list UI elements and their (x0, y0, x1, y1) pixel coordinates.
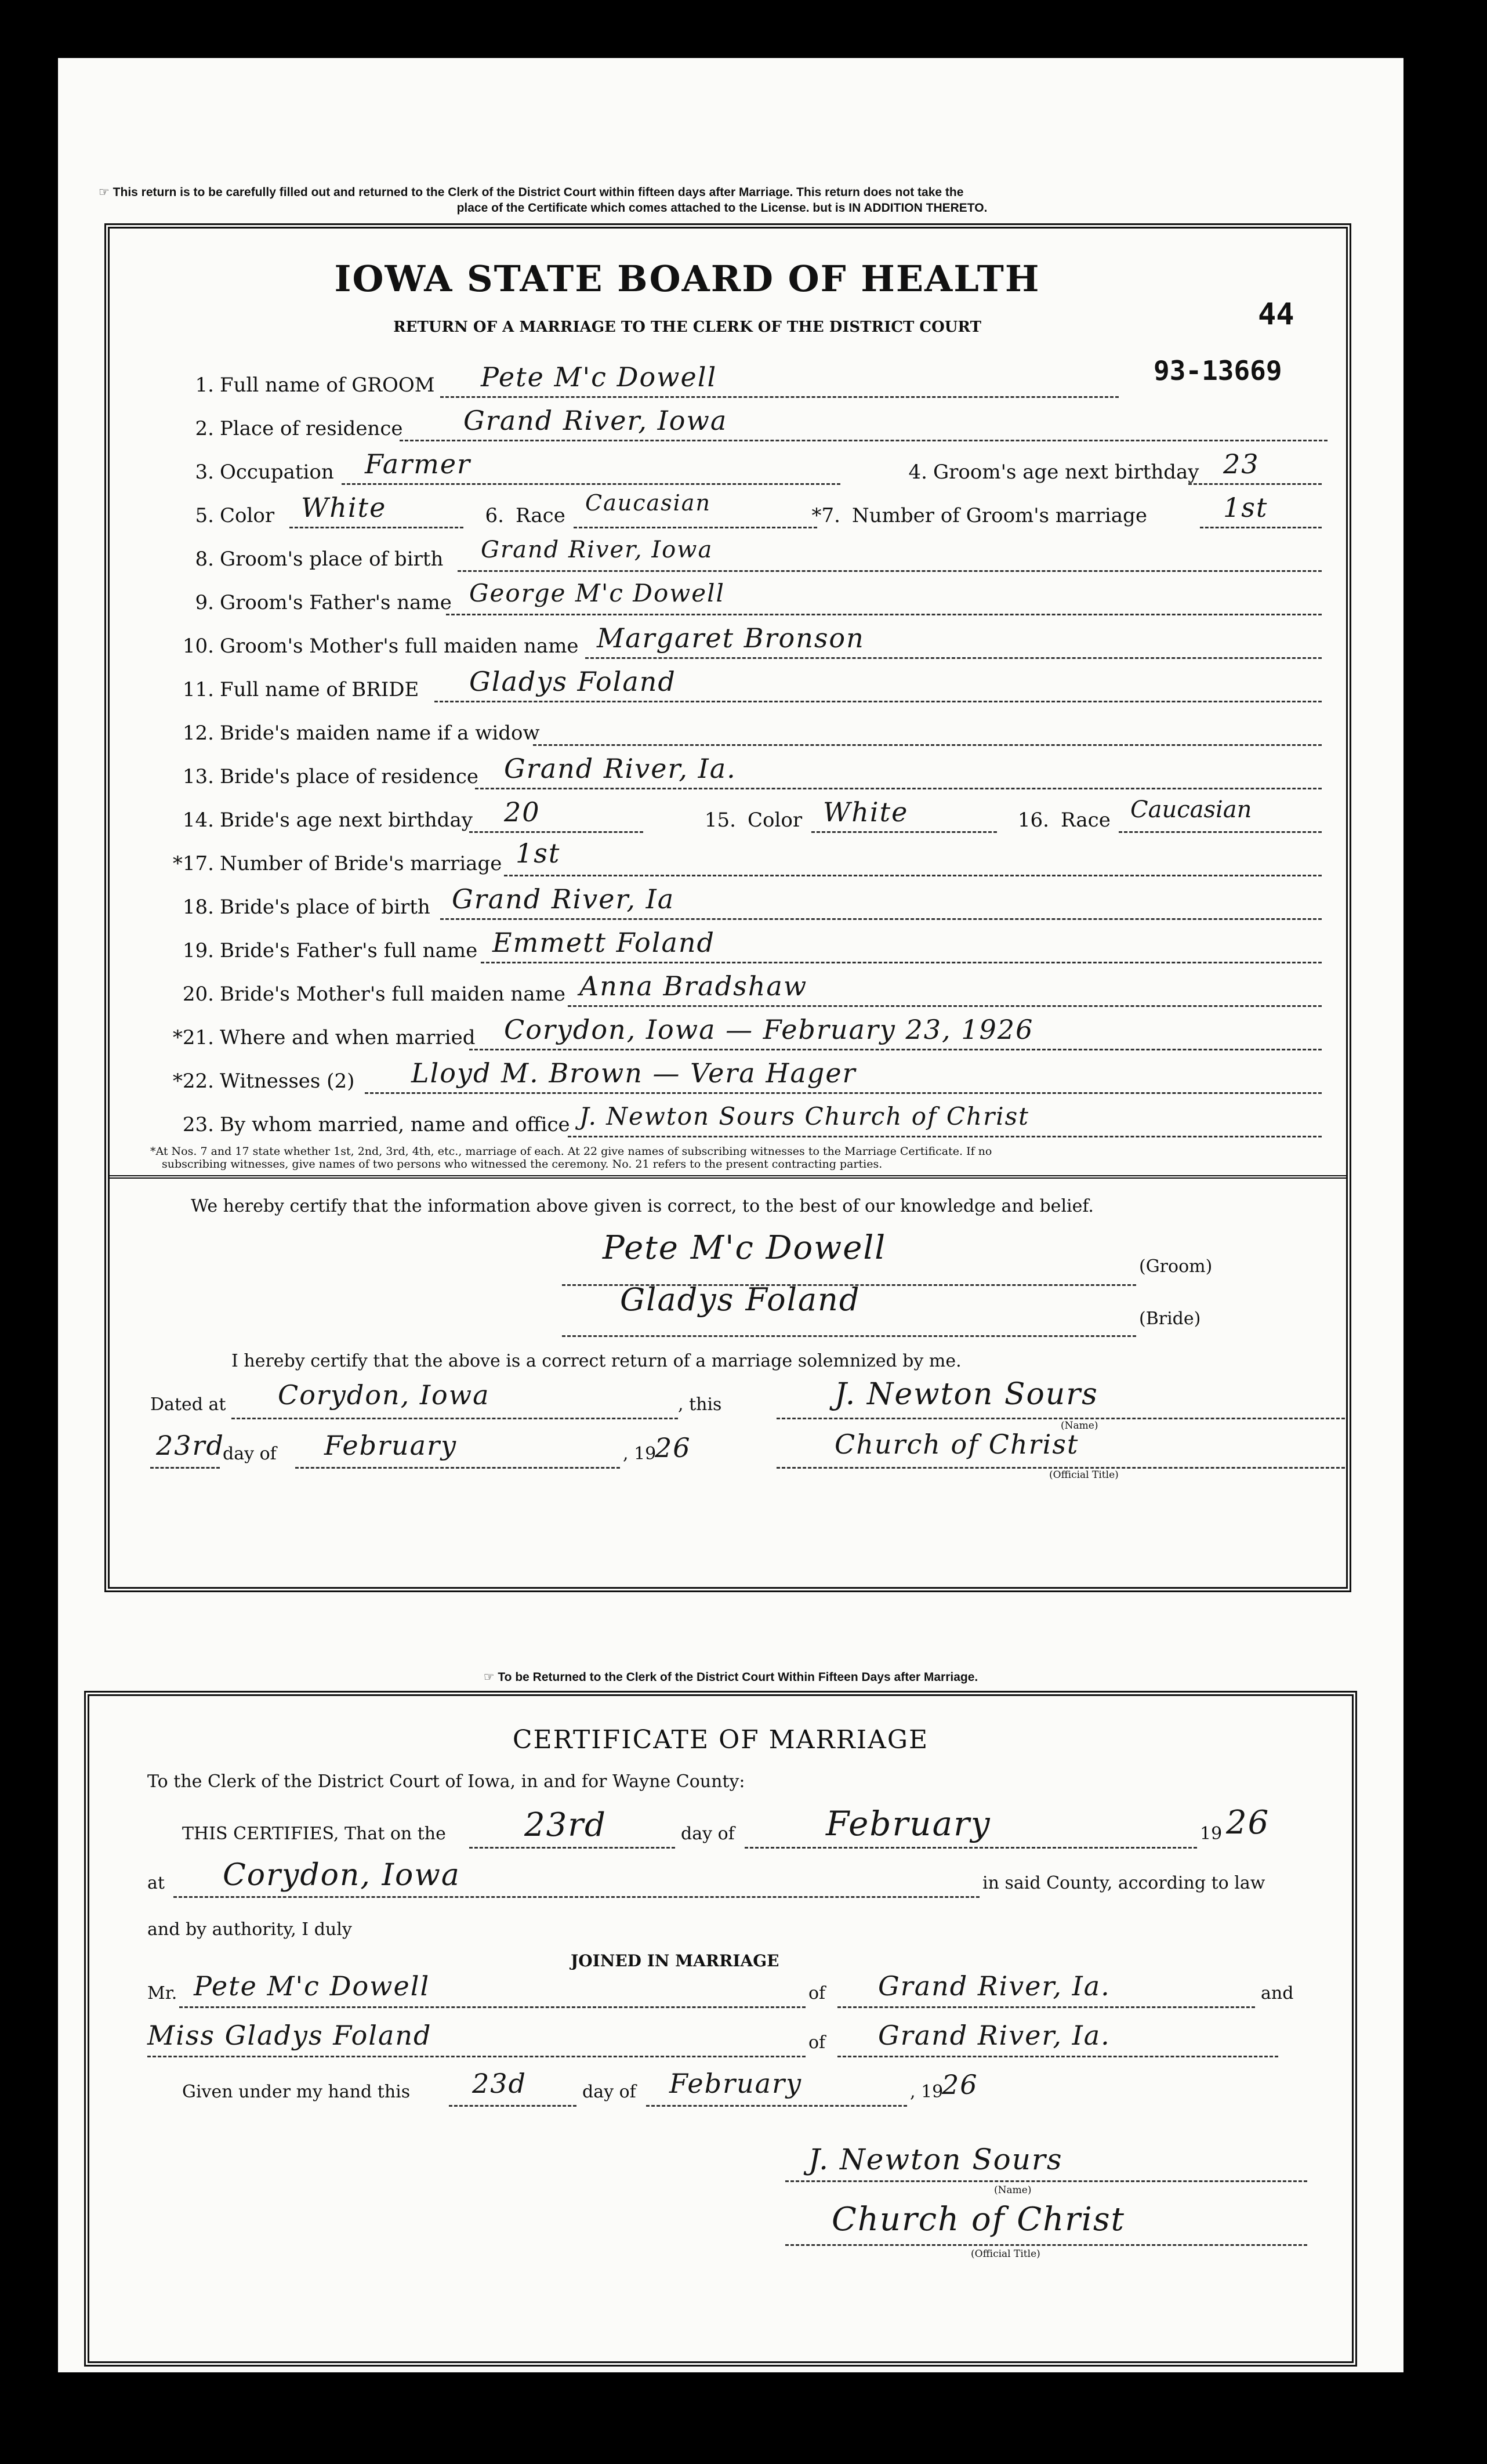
bride-age-label: Bride's age next birthday (220, 809, 473, 832)
at-row (147, 1858, 1307, 1902)
officiant-name-value: J. Newton Sours (835, 1377, 1098, 1412)
bride-caption: (Bride) (1139, 1309, 1201, 1329)
pointing-hand-icon: ☞ (99, 186, 110, 199)
bride-birthplace-label: Bride's place of birth (220, 896, 430, 919)
field-number: 11. (182, 678, 214, 701)
officiant-value: J. Newton Sours Church of Christ (579, 1102, 1030, 1130)
page-mark: 44 (1258, 297, 1294, 332)
mr-row (147, 1970, 1307, 2012)
groom-residence-value: Grand River, Iowa (463, 405, 728, 436)
dated-at-label: Dated at (150, 1394, 226, 1415)
witnesses-label: Witnesses (2) (220, 1070, 355, 1093)
day-of-label: day of (223, 1444, 277, 1464)
field-number: 4. (908, 461, 927, 484)
joined-in-marriage-heading: JOINED IN MARRIAGE (571, 1951, 779, 1970)
dated-year-value: 26 (655, 1432, 691, 1463)
to-clerk-line: To the Clerk of the District Court of Iowa, in and for Wayne County: (147, 1771, 745, 1792)
bride-color-label: Color (748, 809, 803, 832)
given-year-prefix: , 19 (910, 2082, 944, 2102)
field-row-14 (110, 796, 1345, 835)
dated-day-value: 23rd (156, 1430, 224, 1461)
field-row-20 (110, 970, 1345, 1009)
official-title-caption: (Official Title) (1049, 1469, 1119, 1481)
groom-race-label: Race (516, 504, 565, 527)
bride-signature: Gladys Foland (620, 1281, 861, 1318)
and-label: and (1261, 1983, 1294, 2003)
field-number: 5. (195, 504, 214, 527)
pointing-hand-icon: ☞ (483, 1671, 495, 1684)
bride-residence-value: Grand River, Ia. (504, 753, 737, 784)
miss-of-label: of (808, 2032, 826, 2053)
officiant-certify-text: I hereby certify that the above is a correct return of a marriage solemnized by me. (231, 1351, 962, 1371)
groom-marriage-number-label: Number of Groom's marriage (852, 504, 1147, 527)
bride-widow-name-line (533, 721, 1322, 746)
bride-father-value: Emmett Foland (492, 927, 715, 958)
cert-officiant-name-value: J. Newton Sours (808, 2143, 1063, 2176)
given-year-value: 26 (942, 2069, 978, 2100)
officiant-label: By whom married, name and office (220, 1113, 570, 1136)
groom-color-label: Color (220, 504, 275, 527)
miss-row (147, 2020, 1307, 2061)
field-row-23 (110, 1102, 1345, 1139)
field-row-8 (110, 537, 1345, 574)
miss-residence-value: Grand River, Ia. (878, 2020, 1111, 2051)
field-row-13 (110, 753, 1345, 791)
certifies-row (147, 1804, 1307, 1853)
groom-name-label: Full name of GROOM (220, 374, 435, 397)
dated-at-row (150, 1377, 1316, 1432)
bride-age-value: 20 (504, 796, 541, 828)
dated-day-row (150, 1429, 1316, 1481)
cert-year-value: 26 (1226, 1804, 1270, 1842)
bride-name-value: Gladys Foland (469, 666, 676, 697)
year-prefix: , 19 (623, 1444, 657, 1464)
groom-age-label: Groom's age next birthday (933, 461, 1199, 484)
field-number: 3. (195, 461, 214, 484)
field-row-21 (110, 1014, 1345, 1052)
bride-color-value: White (823, 796, 909, 828)
where-when-married-label: Where and when married (220, 1026, 476, 1049)
given-month-value: February (669, 2068, 803, 2099)
cert-month-value: February (826, 1804, 991, 1843)
middle-notice (58, 1669, 1403, 1685)
register-number: 93-13669 (1154, 355, 1282, 386)
mr-name-value: Pete M'c Dowell (194, 1970, 430, 2002)
top-notice-line1: This return is to be carefully filled out and returned to the Clerk of the District Court within fifteen days after Marriage. This return does not take the (113, 186, 964, 199)
footnote-line2: subscribing witnesses, give names of two persons who witnessed the ceremony. No. 21 refers to the present contracting parties. (162, 1158, 883, 1171)
top-notice-line2: place of the Certificate which comes attached to the License. but is IN ADDITION THERETO. (456, 201, 988, 215)
cert-day-of-label: day of (681, 1824, 735, 1844)
groom-caption: (Groom) (1139, 1256, 1213, 1277)
cert-official-title-caption: (Official Title) (971, 2248, 1040, 2260)
certifies-label: THIS CERTIFIES, That on the (182, 1824, 446, 1844)
groom-signature: Pete M'c Dowell (603, 1229, 887, 1267)
bride-marriage-number-label: Number of Bride's marriage (220, 852, 502, 875)
field-number: 18. (182, 896, 214, 919)
given-row (147, 2068, 1307, 2111)
given-label: Given under my hand this (182, 2082, 411, 2102)
cert-day-value: 23rd (524, 1806, 607, 1844)
bride-race-value: Caucasian (1130, 796, 1252, 823)
field-number: 15. (704, 809, 736, 832)
middle-notice-text: To be Returned to the Clerk of the District Court Within Fifteen Days after Marriage. (498, 1671, 978, 1684)
bride-residence-label: Bride's place of residence (220, 765, 478, 788)
footnote-line1: *At Nos. 7 and 17 state whether 1st, 2nd, 3rd, 4th, etc., marriage of each. At 22 give names of subscribing witnesses to the Marriage Certificate. If no (150, 1145, 992, 1158)
cert-official-title-value: Church of Christ (832, 2201, 1126, 2238)
occupation-value: Farmer (365, 448, 472, 480)
cert-name-caption: (Name) (994, 2184, 1032, 2196)
field-row-12 (110, 719, 1345, 748)
bride-mother-value: Anna Bradshaw (579, 970, 808, 1002)
field-row-19 (110, 927, 1345, 965)
in-county-label: in said County, according to law (982, 1873, 1265, 1893)
cert-place-value: Corydon, Iowa (223, 1858, 460, 1893)
groom-mother-label: Groom's Mother's full maiden name (220, 635, 579, 658)
field-number: *17. (172, 852, 214, 875)
document-page (58, 58, 1403, 2372)
field-row-5 (110, 490, 1345, 530)
field-row-9 (110, 579, 1345, 617)
field-row-2 (110, 405, 1345, 443)
bride-marriage-number-line (504, 851, 1322, 876)
groom-residence-label: Place of residence (220, 417, 403, 440)
field-row-10 (110, 622, 1345, 661)
field-number: *21. (172, 1026, 214, 1049)
field-row-3 (110, 448, 1345, 487)
footnote (150, 1145, 1316, 1171)
where-when-married-value: Corydon, Iowa — February 23, 1926 (504, 1014, 1034, 1045)
field-number: 19. (182, 939, 214, 962)
field-number: 14. (182, 809, 214, 832)
field-number: 23. (182, 1113, 214, 1136)
given-day-value: 23d (472, 2068, 527, 2099)
field-row-22 (110, 1057, 1345, 1096)
groom-race-value: Caucasian (585, 490, 711, 516)
witnesses-value: Lloyd M. Brown — Vera Hager (411, 1057, 857, 1089)
bride-mother-label: Bride's Mother's full maiden name (220, 983, 565, 1006)
field-number: 16. (1017, 809, 1049, 832)
section-divider (110, 1175, 1346, 1179)
given-day-of-label: day of (582, 2082, 636, 2102)
certificate-form (84, 1691, 1357, 2367)
field-row-17 (110, 838, 1345, 878)
groom-mother-value: Margaret Bronson (597, 622, 865, 654)
mr-residence-value: Grand River, Ia. (878, 1970, 1111, 2002)
return-subtitle: RETURN OF A MARRIAGE TO THE CLERK OF THE DISTRICT COURT (393, 318, 981, 336)
field-number: 1. (195, 374, 214, 397)
occupation-label: Occupation (220, 461, 334, 484)
cert-year-prefix: 19 (1200, 1824, 1223, 1844)
mr-of-label: of (808, 1983, 826, 2003)
field-number: 12. (182, 722, 214, 745)
groom-name-value: Pete M'c Dowell (481, 361, 717, 393)
bride-father-label: Bride's Father's full name (220, 939, 478, 962)
field-number: 10. (182, 635, 214, 658)
field-row-11 (110, 666, 1345, 704)
field-row-18 (110, 883, 1345, 922)
certify-text: We hereby certify that the information above given is correct, to the best of our knowledge and belief. (191, 1196, 1094, 1216)
bride-widow-name-label: Bride's maiden name if a widow (220, 722, 540, 745)
name-caption: (Name) (1061, 1420, 1098, 1432)
bride-marriage-number-value: 1st (516, 838, 561, 869)
groom-birthplace-value: Grand River, Iowa (481, 537, 713, 563)
authority-line: and by authority, I duly (147, 1919, 352, 1940)
miss-name-value: Miss Gladys Foland (147, 2020, 432, 2051)
groom-father-label: Groom's Father's name (220, 591, 452, 614)
dated-month-value: February (324, 1430, 458, 1461)
this-label: , this (678, 1394, 722, 1415)
return-form (104, 223, 1351, 1592)
field-number: 8. (195, 548, 214, 571)
groom-father-value: George M'c Dowell (469, 579, 725, 607)
groom-birthplace-label: Groom's place of birth (220, 548, 444, 571)
groom-color-value: White (301, 492, 387, 523)
mr-label: Mr. (147, 1983, 177, 2003)
groom-age-value: 23 (1223, 448, 1260, 480)
at-label: at (147, 1873, 165, 1893)
field-number: 13. (182, 765, 214, 788)
top-notice (99, 184, 1415, 216)
bride-age-line (469, 808, 643, 833)
field-number: *22. (172, 1070, 214, 1093)
field-number: 2. (195, 417, 214, 440)
field-number: 20. (182, 983, 214, 1006)
bride-birthplace-value: Grand River, Ia (452, 883, 675, 915)
field-number: *7. (811, 504, 840, 527)
groom-marriage-number-value: 1st (1223, 492, 1268, 523)
return-title: IOWA STATE BOARD OF HEALTH (334, 258, 1040, 300)
bride-name-label: Full name of BRIDE (220, 678, 419, 701)
bride-race-label: Race (1061, 809, 1111, 832)
dated-at-value: Corydon, Iowa (278, 1379, 490, 1411)
certificate-title: CERTIFICATE OF MARRIAGE (512, 1725, 929, 1755)
field-number: 6. (485, 504, 504, 527)
field-number: 9. (195, 591, 214, 614)
bride-signature-line (562, 1312, 1136, 1337)
official-title-value: Church of Christ (835, 1429, 1079, 1460)
